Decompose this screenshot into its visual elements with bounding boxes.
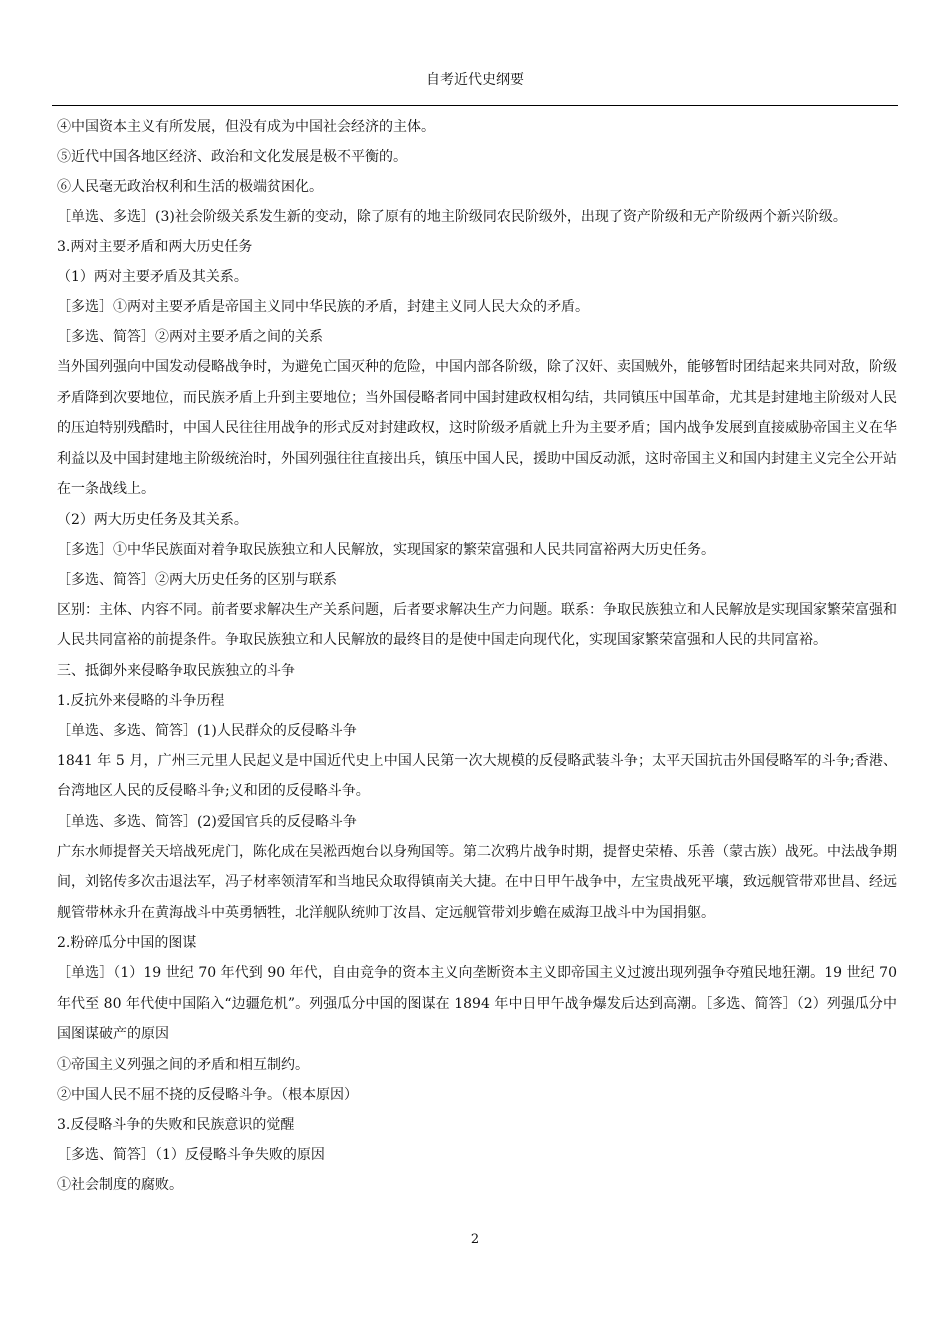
paragraph-people-resistance: 1841 年 5 月，广州三元里人民起义是中国近代史上中国人民第一次大规模的反侵略武装斗争；太平天国抗击外国侵略军的斗争;香港、台湾地区人民的反侵略斗争;义和团的反侵略斗争。 xyxy=(57,752,897,799)
list-item-4: ④中国资本主义有所发展，但没有成为中国社会经济的主体。 xyxy=(57,119,435,135)
list-item-reason-2: ②中国人民不屈不挠的反侵略斗争。（根本原因） xyxy=(57,1086,358,1103)
subsection-heading-history: 1.反抗外来侵略的斗争历程 xyxy=(57,692,225,709)
paragraph-tasks-explanation: 区别：主体、内容不同。前者要求解决生产关系问题，后者要求解决生产力问题。联系：争取民族独立和人民解放是实现国家繁荣富强和人民共同富裕的前提条件。争取民族独立和人民解放的最终目的是使中国走向现代化，实现国家繁荣富强和人民的共同富裕。 xyxy=(57,601,897,648)
subsection-heading-failure: 3.反侵略斗争的失败和民族意识的觉醒 xyxy=(57,1116,295,1133)
paragraph-partition: ［单选］（1）19 世纪 70 年代到 90 年代，自由竞争的资本主义向垄断资本主义即帝国主义过渡出现列强争夺殖民地狂潮。19 世纪 70 年代至 80 年代使中国陷入“边疆危机”。列强瓜分中国的图谋在 1894 年中日甲午战争爆发后达到高潮。［多选、简答］（2）列强瓜分中国图谋破产的原因 xyxy=(57,965,897,1042)
subheading-people-resistance: ［单选、多选、简答］(1)人民群众的反侵略斗争 xyxy=(57,722,357,739)
paragraph-officers-resistance: 广东水师提督关天培战死虎门，陈化成在吴淞西炮台以身殉国等。第二次鸦片战争时期，提督史荣椿、乐善（蒙古族）战死。中法战争期间，刘铭传多次击退法军，冯子材率领清军和当地民众取得镇南关大捷。在中日甲午战争中，左宝贵战死平壤，致远舰管带邓世昌、经远舰管带林永升在黄海战斗中英勇牺牲，北洋舰队统帅丁汝昌、定远舰管带刘步蟾在威海卫战斗中为国捐躯。 xyxy=(57,843,897,921)
header-divider xyxy=(52,105,898,106)
section-heading-contradictions: 3.两对主要矛盾和两大历史任务 xyxy=(57,239,253,255)
paragraph-tasks-definition: ［多选］①中华民族面对着争取民族独立和人民解放，实现国家的繁荣富强和人民共同富裕两大历史任务。 xyxy=(57,541,715,558)
subheading-tasks-relation: ［多选、简答］②两大历史任务的区别与联系 xyxy=(57,571,337,588)
list-item-6: ⑥人民毫无政治权利和生活的极端贫困化。 xyxy=(57,179,323,195)
subsection-heading-partition: 2.粉碎瓜分中国的图谋 xyxy=(57,935,197,951)
page-header-title: 自考近代史纲要 xyxy=(426,72,524,88)
list-item-reason-1: ①帝国主义列强之间的矛盾和相互制约。 xyxy=(57,1056,309,1073)
list-item-5: ⑤近代中国各地区经济、政治和文化发展是极不平衡的。 xyxy=(57,149,407,165)
section-heading-resistance: 三、抵御外来侵略争取民族独立的斗争 xyxy=(57,662,295,679)
subheading-two-contradictions: （1）两对主要矛盾及其关系。 xyxy=(57,269,248,285)
paragraph-contradictions-explanation: 当外国列强向中国发动侵略战争时，为避免亡国灭种的危险，中国内部各阶级，除了汉奸、卖国贼外，能够暂时团结起来共同对敌，阶级矛盾降到次要地位，而民族矛盾上升到主要地位；当外国侵略者同中国封建政权相勾结，共同镇压中国革命，尤其是封建地主阶级对人民的压迫特别残酷时，中国人民往往用战争的形式反对封建政权，这时阶级矛盾就上升为主要矛盾；国内战争发展到直接威胁帝国主义在华利益以及中国封建地主阶级统治时，外国列强往往直接出兵，镇压中国人民，援助中国反动派，这时帝国主义和国内封建主义完全公开站在一条战线上。 xyxy=(57,359,897,497)
list-item-failure-reason-1: ①社会制度的腐败。 xyxy=(57,1176,183,1193)
document-body xyxy=(57,112,897,1200)
paragraph-class-relations: ［单选、多选］(3)社会阶级关系发生新的变动，除了原有的地主阶级同农民阶级外，出现了资产阶级和无产阶级两个新兴阶级。 xyxy=(57,209,847,225)
subheading-failure-reasons: ［多选、简答］（1）反侵略斗争失败的原因 xyxy=(57,1146,325,1163)
subheading-contradictions-relation: ［多选、简答］②两对主要矛盾之间的关系 xyxy=(57,329,323,345)
subheading-officers-resistance: ［单选、多选、简答］(2)爱国官兵的反侵略斗争 xyxy=(57,813,357,830)
subheading-two-tasks: （2）两大历史任务及其关系。 xyxy=(57,511,248,528)
page-number: 2 xyxy=(470,1232,480,1247)
paragraph-contradictions-definition: ［多选］①两对主要矛盾是帝国主义同中华民族的矛盾，封建主义同人民大众的矛盾。 xyxy=(57,299,589,315)
